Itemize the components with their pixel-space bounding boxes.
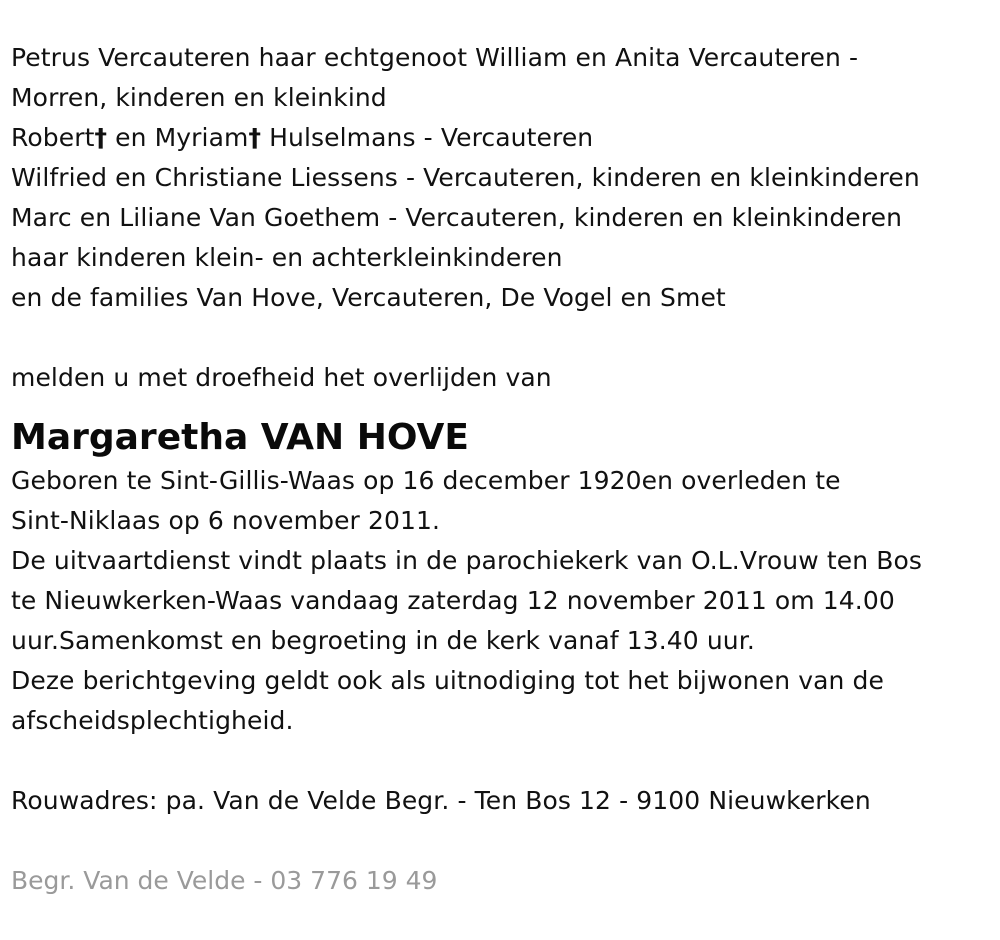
cross-icon: † bbox=[248, 123, 262, 152]
announcement-text: melden u met droefheid het overlijden van bbox=[11, 363, 552, 392]
details-line-5: uur.Samenkomst en begroeting in de kerk vanaf 13.40 uur. bbox=[11, 626, 755, 655]
spacer bbox=[11, 741, 1000, 781]
details-line-7: afscheidsplechtigheid. bbox=[11, 706, 294, 735]
family-section bbox=[11, 38, 1000, 318]
family-line-5: Marc en Liliane Van Goethem - Vercauteren, kinderen en kleinkinderen bbox=[11, 203, 903, 232]
family-line-3-part-c: Hulselmans - Vercauteren bbox=[261, 123, 594, 152]
address-text: Rouwadres: pa. Van de Velde Begr. - Ten Bos 12 - 9100 Nieuwkerken bbox=[11, 786, 871, 815]
details-line-6: Deze berichtgeving geldt ook als uitnodiging tot het bijwonen van de bbox=[11, 666, 884, 695]
family-line-1: Petrus Vercauteren haar echtgenoot William en Anita Vercauteren - bbox=[11, 43, 859, 72]
family-line-3 bbox=[11, 118, 1000, 158]
spacer bbox=[11, 318, 1000, 358]
family-line-3-part-a: Robert bbox=[11, 123, 95, 152]
details-line-1: Geboren te Sint-Gillis-Waas op 16 december 1920en overleden te bbox=[11, 466, 841, 495]
details-section bbox=[11, 461, 1000, 741]
family-line-6: haar kinderen klein- en achterkleinkinderen bbox=[11, 243, 563, 272]
family-line-4: Wilfried en Christiane Liessens - Vercauteren, kinderen en kleinkinderen bbox=[11, 163, 920, 192]
details-line-2: Sint-Niklaas op 6 november 2011. bbox=[11, 506, 441, 535]
deceased-name: Margaretha VAN HOVE bbox=[11, 417, 469, 458]
details-line-3: De uitvaartdienst vindt plaats in de parochiekerk van O.L.Vrouw ten Bos bbox=[11, 546, 922, 575]
family-line-3-part-b: en Myriam bbox=[107, 123, 249, 152]
cross-icon: † bbox=[94, 123, 108, 152]
details-line-4: te Nieuwkerken-Waas vandaag zaterdag 12 november 2011 om 14.00 bbox=[11, 586, 895, 615]
family-line-7: en de families Van Hove, Vercauteren, De Vogel en Smet bbox=[11, 283, 726, 312]
funeral-home-footer: Begr. Van de Velde - 03 776 19 49 bbox=[11, 866, 438, 895]
family-line-2: Morren, kinderen en kleinkind bbox=[11, 83, 387, 112]
